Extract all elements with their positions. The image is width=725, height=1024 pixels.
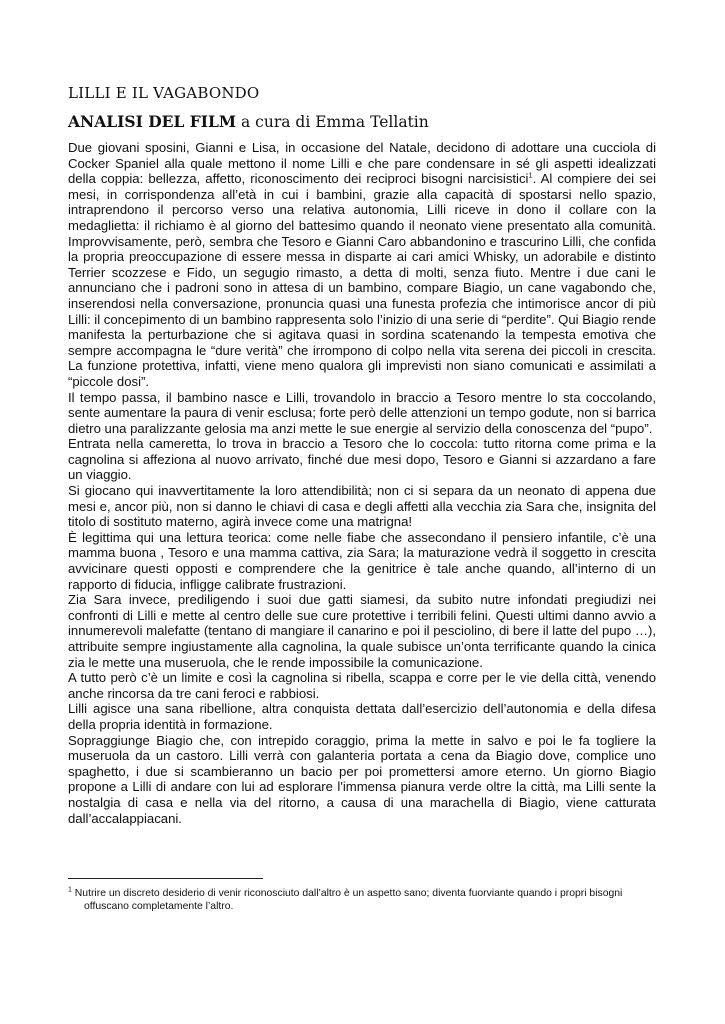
paragraph [68, 140, 656, 390]
paragraph-text: Due giovani sposini, Gianni e Lisa, in occasione del Natale, decidono di adottare una cucciola di Cocker Spaniel alla quale mettono il nome Lilli e che pare condensare in sé gli aspetti idealizzati della coppia: bellezza, affetto, riconoscimento dei reciproci bisogni narcisistici [68, 140, 656, 187]
footnote-separator [68, 878, 263, 879]
document-page [68, 84, 656, 826]
paragraph: Sopraggiunge Biagio che, con intrepido coraggio, prima la mette in salvo e poi le fa togliere la museruola da un castoro. Lilli verrà con galanteria portata a cena da Biagio dove, complice uno spaghetto, i due si scambieranno un bacio per poi promettersi amore eterno. Un giorno Biagio propone a Lilli di andare con lui ad esplorare l'immensa pianura verde oltre la città, ma Lilli sente la nostalgia di casa e nella via del ritorno, a causa di una marachella di Biagio, viene catturata dall’accalappiacani. [68, 732, 656, 826]
paragraph: Zia Sara invece, prediligendo i suoi due gatti siamesi, da subito nutre infondati pregiudizi nei confronti di Lilli e mette al centro delle sue cure protettive i terribili felini. Questi ultimi danno avvio a innumerevoli malefatte (tentano di mangiare il canarino e poi il pesciolino, di bere il latte del pupo …), attribuite sempre ingiustamente alla cagnolina, la quale subisce un’onta terrificante quando la cinica zia le mette una museruola, che le rende impossibile la comunicazione. [68, 592, 657, 670]
article-body [68, 140, 656, 826]
paragraph: Il tempo passa, il bambino nasce e Lilli, trovandolo in braccio a Tesoro mentre lo sta coccolando, sente aumentare la paura di venir esclusa; forte però delle attenzioni un tempo godute, non si barrica dietro una paralizzante gelosia ma anzi mette le sue energie al servizio della conoscenza del “pupo”. [68, 389, 656, 436]
paragraph: Si giocano qui inavvertitamente la loro attendibilità; non ci si separa da un neonato di appena due mesi e, ancor più, non si danno le chiavi di casa e degli affetti alla vecchia zia Sara che, insignita del titolo di sostituto materno, agirà invece come una matrigna! [68, 483, 656, 530]
subtitle-analysis-label: ANALISI DEL FILM [68, 112, 237, 131]
document-title: LILLI E IL VAGABONDO [68, 84, 260, 102]
document-subtitle [68, 112, 656, 131]
footnote-text: Nutrire un discreto desiderio di venir riconosciuto dall’altro è un aspetto sano; diventa fuorviante quando i propri bisogni offuscano completamente l’altro. [71, 888, 623, 912]
paragraph: Entrata nella cameretta, lo trova in braccio a Tesoro che lo coccola: tutto ritorna come prima e la cagnolina si affeziona al nuovo arrivato, finché due mesi dopo, Tesoro e Gianni si azzardano a fare un viaggio. [68, 436, 656, 483]
footnote-mark: 1 [68, 886, 72, 894]
footnote-body [68, 887, 656, 913]
paragraph: È legittima qui una lettura teorica: come nelle fiabe che assecondano il pensiero infantile, c’è una mamma buona , Tesoro e una mamma cattiva, zia Sara; la maturazione vedrà il soggetto in crescita avvicinare questi opposti e comprendere che la genitrice è tale anche quando, all’interno di un rapporto di fiducia, infligge calibrate frustrazioni. [68, 529, 656, 592]
footnote-reference[interactable]: 1 [528, 170, 533, 180]
footnote [68, 887, 656, 913]
paragraph: A tutto però c’è un limite e così la cagnolina si ribella, scappa e corre per le vie della città, venendo anche rincorsa da tre cani feroci e rabbiosi. [68, 670, 656, 701]
paragraph-text: . Al compiere dei sei mesi, in corrispondenza all’età in cui i bambini, grazie alla capacità di spostarsi nello spazio, intraprendono il percorso verso una relativa autonomia, Lilli riceve in dono il collare con la medaglietta: il richiamo è al giorno del battesimo quando il neonato viene presentato alla comunità. Improvvisamente, però, sembra che Tesoro e Gianni Caro abbandonino e trascurino Lilli, che confida la propria preoccupazione di essere messa in disparte ai cari amici Whisky, un adorabile e distinto Terrier scozzese e Fido, un segugio rimasto, a detta di molti, senza fiuto. Mentre i due cani le annunciano che i padroni sono in attesa di un bambino, compare Biagio, un cane vagabondo che, inserendosi nella conversazione, pronuncia quasi una funesta profezia che intimorisce ancor di più Lilli: il concepimento di un bambino rappresenta solo l’inizio di una serie di “perdite”. Qui Biagio rende manifesta la perturbazione che si agitava quasi in sordina scatenando la tempesta emotiva che sempre accompagna le “dure verità” che irrompono di colpo nella vita serena dei piccoli in crescita. La funzione protettiva, infatti, viene meno qualora gli imprevisti non siano comunicati e assimilati a “piccole dosi”. [68, 171, 657, 389]
paragraph: Lilli agisce una sana ribellione, altra conquista dettata dall’esercizio dell’autonomia e della difesa della propria identità in formazione. [68, 701, 656, 732]
subtitle-author: a cura di Emma Tellatin [236, 113, 429, 131]
